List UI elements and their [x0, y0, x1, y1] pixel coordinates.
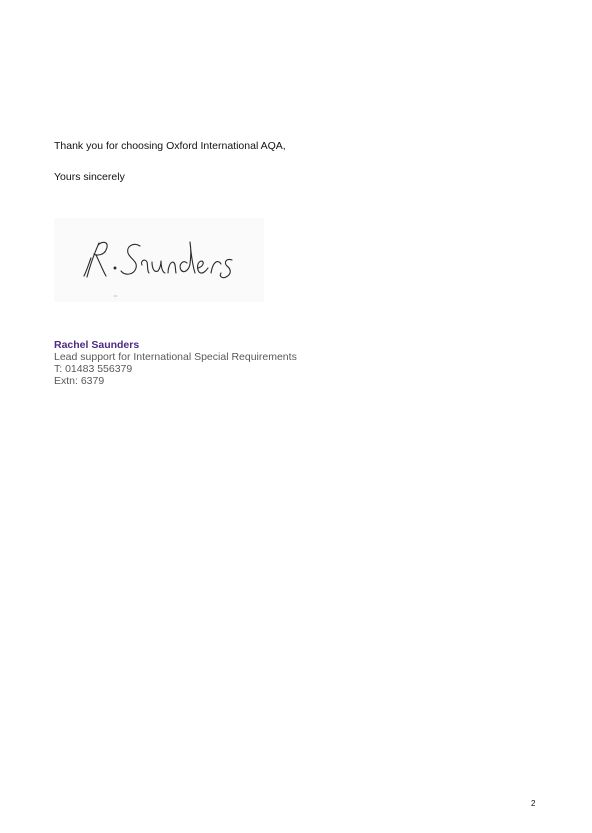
signer-name: Rachel Saunders [54, 339, 140, 351]
signer-extension: Extn: 6379 [54, 375, 105, 387]
signer-role: Lead support for International Special Requirements [54, 351, 297, 363]
handwritten-signature [54, 218, 264, 302]
salutation: Yours sincerely [54, 171, 125, 183]
signer-phone: T: 01483 556379 [54, 363, 133, 375]
page-number: 2 [531, 799, 536, 808]
closing-line: Thank you for choosing Oxford International AQA, [54, 140, 286, 152]
